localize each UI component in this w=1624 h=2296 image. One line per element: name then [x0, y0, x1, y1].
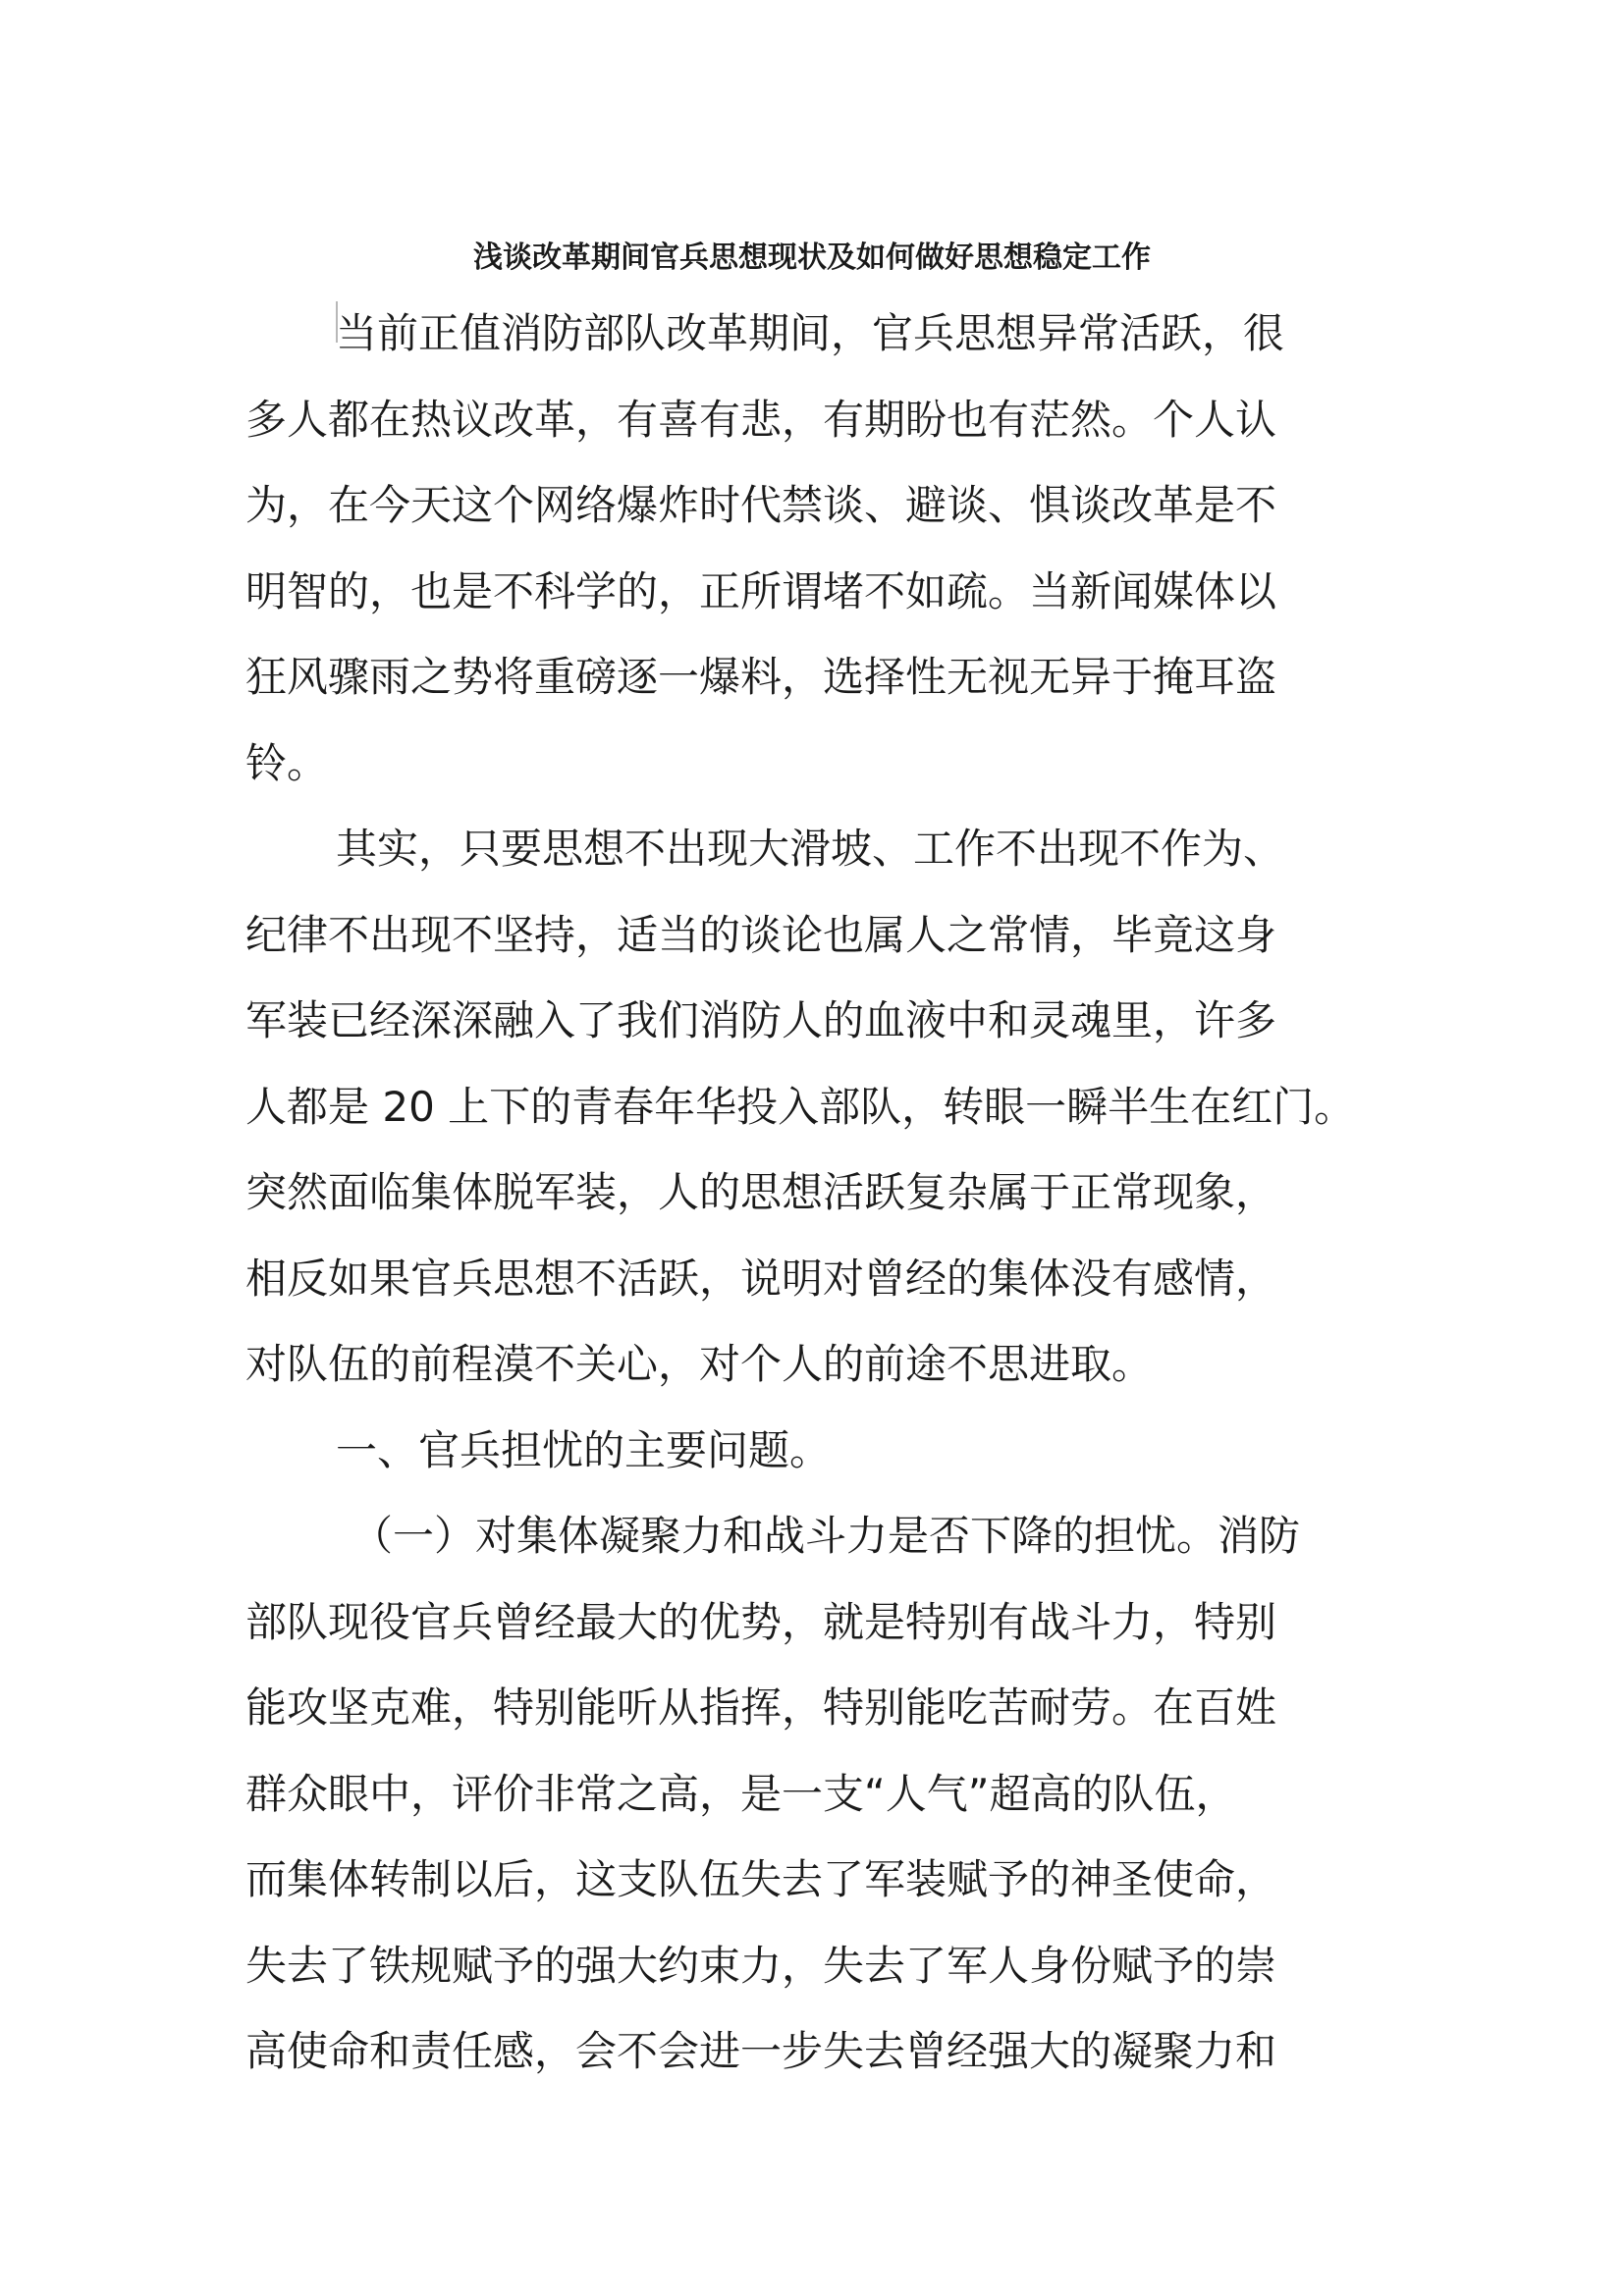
paragraph-line: 其实，只要思想不出现大滑坡、工作不出现不作为、 [336, 825, 1285, 873]
paragraph-line: 铃。 [245, 738, 329, 787]
section-heading: 一、官兵担忧的主要问题。 [336, 1425, 832, 1474]
paragraph-line: 而集体转制以后，这支队伍失去了军装赋予的神圣使命， [245, 1855, 1277, 1903]
paragraph-line: 相反如果官兵思想不活跃，说明对曾经的集体没有感情， [245, 1254, 1277, 1303]
paragraph-line: 群众眼中，评价非常之高，是一支“人气”超高的队伍， [245, 1769, 1237, 1818]
paragraph-line: 部队现役官兵曾经最大的优势，就是特别有战斗力，特别 [245, 1597, 1277, 1646]
paragraph-line: 高使命和责任感，会不会进一步失去曾经强大的凝聚力和 [245, 2027, 1277, 2075]
paragraph-line: 突然面临集体脱军装，人的思想活跃复杂属于正常现象， [245, 1168, 1277, 1216]
paragraph-line: 纪律不出现不坚持，适当的谈论也属人之常情，毕竟这身 [245, 910, 1277, 959]
document-title: 浅谈改革期间官兵思想现状及如何做好思想稳定工作 [473, 240, 1151, 275]
paragraph-line: 狂风骤雨之势将重磅逐一爆料，选择性无视无异于掩耳盗 [245, 653, 1277, 701]
subsection-heading-line: （一）对集体凝聚力和战斗力是否下降的担忧。消防 [352, 1512, 1301, 1560]
paragraph-line: 为，在今天这个网络爆炸时代禁谈、避谈、惧谈改革是不 [245, 481, 1277, 529]
paragraph-line: 明智的，也是不科学的，正所谓堵不如疏。当新闻媒体以 [245, 566, 1277, 615]
paragraph-line: 当前正值消防部队改革期间，官兵思想异常活跃，很 [336, 309, 1285, 357]
paragraph-line: 军装已经深深融入了我们消防人的血液中和灵魂里，许多 [245, 996, 1277, 1044]
document-body [245, 291, 1443, 2095]
paragraph-line: 能攻坚克难，特别能听从指挥，特别能吃苦耐劳。在百姓 [245, 1683, 1277, 1732]
paragraph-line: 多人都在热议改革，有喜有悲，有期盼也有茫然。个人认 [245, 395, 1277, 444]
paragraph-line: 人都是 20 上下的青春年华投入部队，转眼一瞬半生在红门。 [245, 1082, 1356, 1131]
paragraph-line: 失去了铁规赋予的强大约束力，失去了军人身份赋予的崇 [245, 1941, 1277, 1990]
paragraph-line: 对队伍的前程漠不关心，对个人的前途不思进取。 [245, 1340, 1154, 1388]
